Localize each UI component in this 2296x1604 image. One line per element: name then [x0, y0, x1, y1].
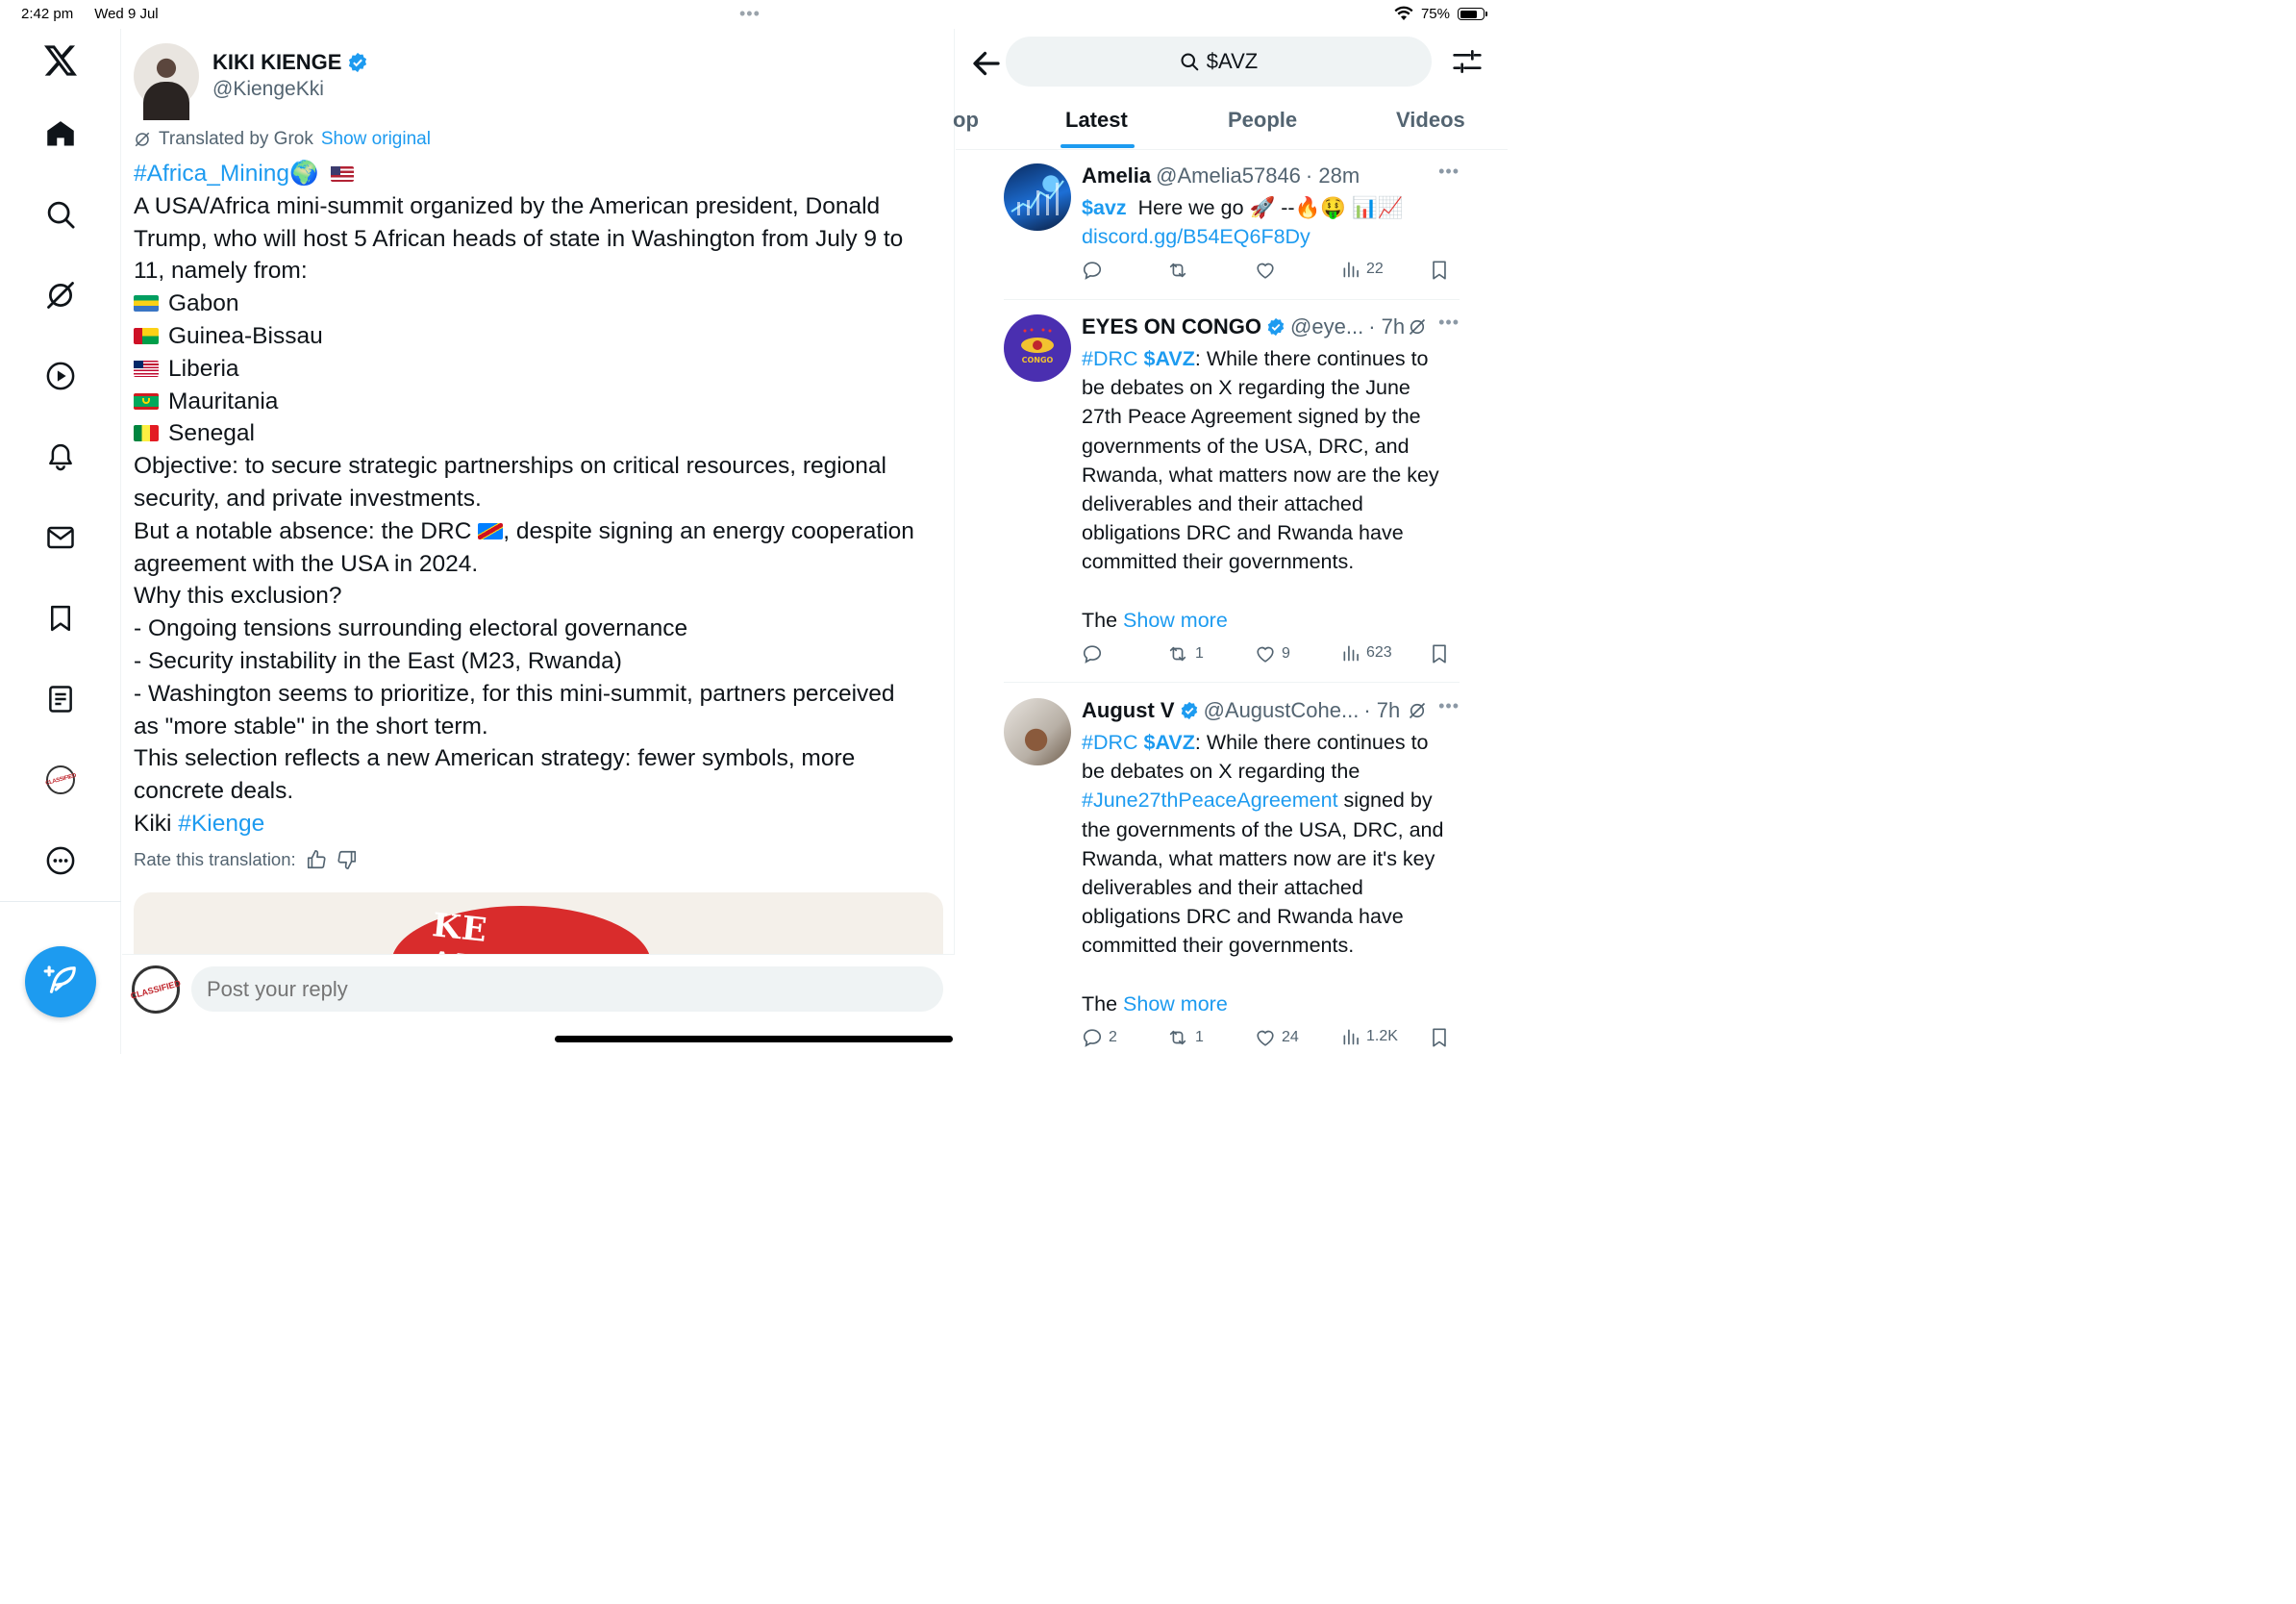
mauritania-flag-icon [134, 393, 159, 410]
show-more-link[interactable]: Show more [1123, 608, 1228, 632]
grok-icon[interactable] [42, 277, 79, 313]
multitasking-dots[interactable]: ••• [739, 4, 761, 23]
post-line: Trump, who will host 5 African heads of state in Washington from July 9 to [134, 225, 904, 252]
tweet-time[interactable]: · 7h [1368, 314, 1406, 338]
tweet-header [1082, 163, 1460, 188]
author-handle[interactable]: @KiengeKki [212, 78, 324, 100]
tweet-author-name[interactable]: Amelia [1082, 163, 1152, 188]
post-line: - Washington seems to prioritize, for this mini-summit, partners perceived [134, 680, 895, 707]
home-indicator[interactable] [555, 1036, 953, 1042]
play-icon[interactable] [42, 358, 79, 394]
battery-level [1460, 11, 1477, 18]
reply-action[interactable] [1082, 643, 1109, 664]
battery-percent: 75% [1420, 6, 1450, 22]
grok-icon [134, 131, 151, 148]
bookmark-icon[interactable] [42, 600, 79, 637]
post-line: - Ongoing tensions surrounding electoral governance [134, 615, 688, 642]
classified-stamp-logo: CLASSIFIED [46, 765, 75, 794]
translated-by-label: Translated by Grok [159, 129, 313, 149]
thumbs-down-icon[interactable] [337, 849, 358, 870]
battery-icon [1458, 8, 1485, 20]
views-icon [1341, 643, 1360, 663]
repost-action[interactable]: 1 [1166, 643, 1204, 664]
country-item: Guinea-Bissau [134, 320, 941, 353]
author-avatar[interactable] [134, 43, 199, 109]
country-item: Mauritania [134, 386, 941, 418]
more-options-icon[interactable]: ••• [1438, 313, 1460, 332]
translation-notice [134, 129, 431, 150]
active-tab-indicator [1061, 144, 1135, 148]
search-panel [953, 29, 1508, 1054]
cashtag-link[interactable]: $AVZ [1143, 347, 1195, 370]
tweet-avatar[interactable] [1004, 314, 1071, 382]
compose-icon [42, 964, 79, 1000]
post-line: agreement with the USA in 2024. [134, 550, 479, 577]
heart-icon [1255, 260, 1276, 281]
repost-action[interactable] [1166, 260, 1195, 281]
tweet-card[interactable] [1004, 163, 1460, 287]
x-logo-icon[interactable] [42, 42, 79, 79]
list-icon[interactable] [42, 681, 79, 717]
show-more-link[interactable]: Show more [1123, 991, 1228, 1015]
reply-input[interactable] [191, 966, 943, 1012]
post-line: A USA/Africa mini-summit organized by the American president, Donald [134, 192, 881, 219]
bookmark-icon[interactable] [1429, 1027, 1450, 1048]
senegal-flag-icon [134, 425, 159, 441]
status-date: Wed 9 Jul [94, 6, 159, 22]
reply-icon [1082, 643, 1103, 664]
views-action[interactable]: 623 [1341, 643, 1392, 663]
usa-flag-icon [331, 166, 354, 182]
tweet-time[interactable]: · 28m [1305, 163, 1360, 188]
tweet-avatar[interactable] [1004, 698, 1071, 765]
status-bar-left [21, 6, 159, 22]
cashtag-link[interactable]: $AVZ [1143, 731, 1195, 754]
post-line: security, and private investments. [134, 485, 482, 512]
search-tabs [953, 100, 1508, 150]
post-line: Objective: to secure strategic partnerships on critical resources, regional [134, 453, 886, 480]
hashtag-link[interactable]: #Africa_Mining [134, 161, 290, 187]
red-hat-graphic: KE [391, 906, 651, 1021]
more-options-icon[interactable]: ••• [1438, 162, 1460, 181]
like-action[interactable]: 9 [1255, 643, 1290, 664]
post-line: Why this exclusion? [134, 583, 342, 610]
tweet-divider [1004, 682, 1460, 683]
filter-icon[interactable] [1452, 46, 1483, 77]
verified-badge-icon [347, 52, 368, 73]
post-line: concrete deals. [134, 778, 294, 805]
tweet-time[interactable]: · 7h [1363, 698, 1401, 722]
post-media-image[interactable] [134, 892, 943, 956]
wifi-icon [1394, 7, 1413, 21]
bookmark-icon[interactable] [1429, 643, 1450, 664]
author-name[interactable]: KIKI KIENGE [212, 50, 342, 74]
like-action[interactable] [1255, 260, 1282, 281]
globe-emoji: 🌍 [289, 161, 319, 187]
post-line: as "more stable" in the short term. [134, 713, 488, 739]
tweet-author-name[interactable]: EYES ON CONGO [1082, 314, 1262, 338]
tweet-handle[interactable]: @AugustCohe... [1203, 698, 1360, 722]
tweet-card[interactable] [1004, 698, 1460, 1054]
tweet-actions [1082, 1027, 1460, 1056]
post-line: This selection reflects a new American strategy: fewer symbols, more [134, 745, 856, 772]
post-line: But a notable absence: the DRC , despite signing an energy cooperation [134, 517, 914, 544]
guinea-bissau-flag-icon [134, 328, 159, 344]
tab-latest[interactable]: Latest [1065, 108, 1128, 132]
bookmark-icon[interactable] [1429, 260, 1450, 281]
post-text [134, 158, 941, 840]
peace-agreement-hashtag-link[interactable]: #June27thPeaceAgreement [1082, 789, 1338, 813]
repost-icon [1166, 643, 1189, 664]
sidebar-divider [0, 901, 121, 902]
country-item: Senegal [134, 417, 941, 450]
grok-translate-icon[interactable] [1408, 701, 1427, 720]
heart-icon [1255, 643, 1276, 664]
back-arrow-icon[interactable] [969, 46, 1004, 81]
tweet-divider [1004, 299, 1460, 300]
heart-icon [1255, 1027, 1276, 1048]
verified-badge-icon [1266, 317, 1285, 337]
reply-action[interactable]: 2 [1082, 1027, 1117, 1048]
post-detail [122, 29, 955, 1054]
views-icon [1341, 260, 1360, 279]
post-line: 11, namely from: [134, 258, 308, 285]
show-original-link[interactable]: Show original [320, 129, 431, 149]
sidebar [0, 29, 121, 1054]
mail-icon[interactable] [42, 519, 79, 556]
country-item: Liberia [134, 353, 941, 386]
drc-hashtag-link[interactable]: #DRC [1082, 347, 1138, 370]
search-input[interactable] [1006, 37, 1432, 87]
repost-icon [1166, 260, 1189, 281]
views-icon [1341, 1027, 1360, 1046]
post-line: - Security instability in the East (M23, Rwanda) [134, 647, 622, 674]
home-icon[interactable] [42, 115, 79, 152]
tweet-text: $avz Here we go 🚀 --🔥🤑 📊📈 discord.gg/B54EQ6F8Dy [1082, 193, 1461, 251]
tweet-card[interactable] [1004, 314, 1460, 672]
tweet-handle[interactable]: @eye... [1290, 314, 1364, 338]
discord-link[interactable]: discord.gg/B54EQ6F8Dy [1082, 225, 1310, 249]
thumbs-up-icon[interactable] [306, 849, 327, 870]
tweet-header [1082, 698, 1460, 723]
tweet-actions [1082, 643, 1460, 672]
repost-icon [1166, 1027, 1189, 1048]
more-options-icon[interactable]: ••• [1438, 696, 1460, 715]
country-item: Gabon [134, 288, 941, 320]
tweet-author-name[interactable]: August V [1082, 698, 1175, 722]
congo-logo-text: CONGO [1021, 356, 1054, 364]
search-query: $AVZ [1206, 49, 1259, 73]
signature-line: Kiki #Kienge [134, 810, 265, 837]
profile-avatar[interactable] [42, 762, 79, 798]
reply-icon [1082, 1027, 1103, 1048]
reply-icon [1082, 260, 1103, 281]
bell-icon[interactable] [42, 439, 79, 475]
status-bar-right [1394, 6, 1485, 22]
tweet-handle[interactable]: @Amelia57846 [1156, 163, 1301, 188]
search-icon [1180, 52, 1199, 71]
compose-button[interactable] [25, 946, 96, 1017]
drc-flag-icon [478, 523, 503, 539]
views-action[interactable]: 1.2K [1341, 1027, 1398, 1046]
rate-translation-label: Rate this translation: [134, 849, 296, 869]
status-time: 2:42 pm [21, 6, 74, 22]
tab-top[interactable]: op [953, 108, 979, 132]
gabon-flag-icon [134, 295, 159, 312]
author-name-row[interactable] [212, 50, 368, 75]
reply-action[interactable] [1082, 260, 1109, 281]
repost-action[interactable]: 1 [1166, 1027, 1204, 1048]
reply-avatar: CLASSIFIED [132, 965, 180, 1014]
drc-hashtag-link[interactable]: #DRC [1082, 731, 1138, 754]
more-icon[interactable] [42, 842, 79, 879]
tweet-text: #DRC $AVZ: While there continues to be debates on X regarding the June 27th Peace Agreement signed by the governments of the USA, DRC, and Rwanda, what matters now are the key deliverables and their attached obligations DRC and Rwanda have committed their governments. The Show more [1082, 347, 1439, 632]
verified-badge-icon [1180, 701, 1199, 720]
like-action[interactable]: 24 [1255, 1027, 1299, 1048]
tab-videos[interactable]: Videos [1396, 108, 1465, 132]
grok-translate-icon[interactable] [1408, 317, 1427, 337]
views-action[interactable]: 22 [1341, 260, 1384, 279]
tweet-header [1082, 314, 1460, 339]
search-icon[interactable] [42, 196, 79, 233]
tab-people[interactable]: People [1228, 108, 1298, 132]
tweet-actions [1082, 260, 1460, 288]
tweet-avatar[interactable] [1004, 163, 1071, 231]
tweet-text: #DRC $AVZ: While there continues to be debates on X regarding the #June27thPeaceAgreement signed by the governments of the USA, DRC, and Rwanda, what matters now are it's key deliverables and their attached obligations DRC and Rwanda have committed their governments. The Show more [1082, 731, 1444, 1015]
liberia-flag-icon [134, 361, 159, 377]
kienge-hashtag-link[interactable]: #Kienge [178, 810, 265, 837]
rate-translation [134, 849, 358, 870]
cashtag-link[interactable]: $avz [1082, 196, 1127, 219]
